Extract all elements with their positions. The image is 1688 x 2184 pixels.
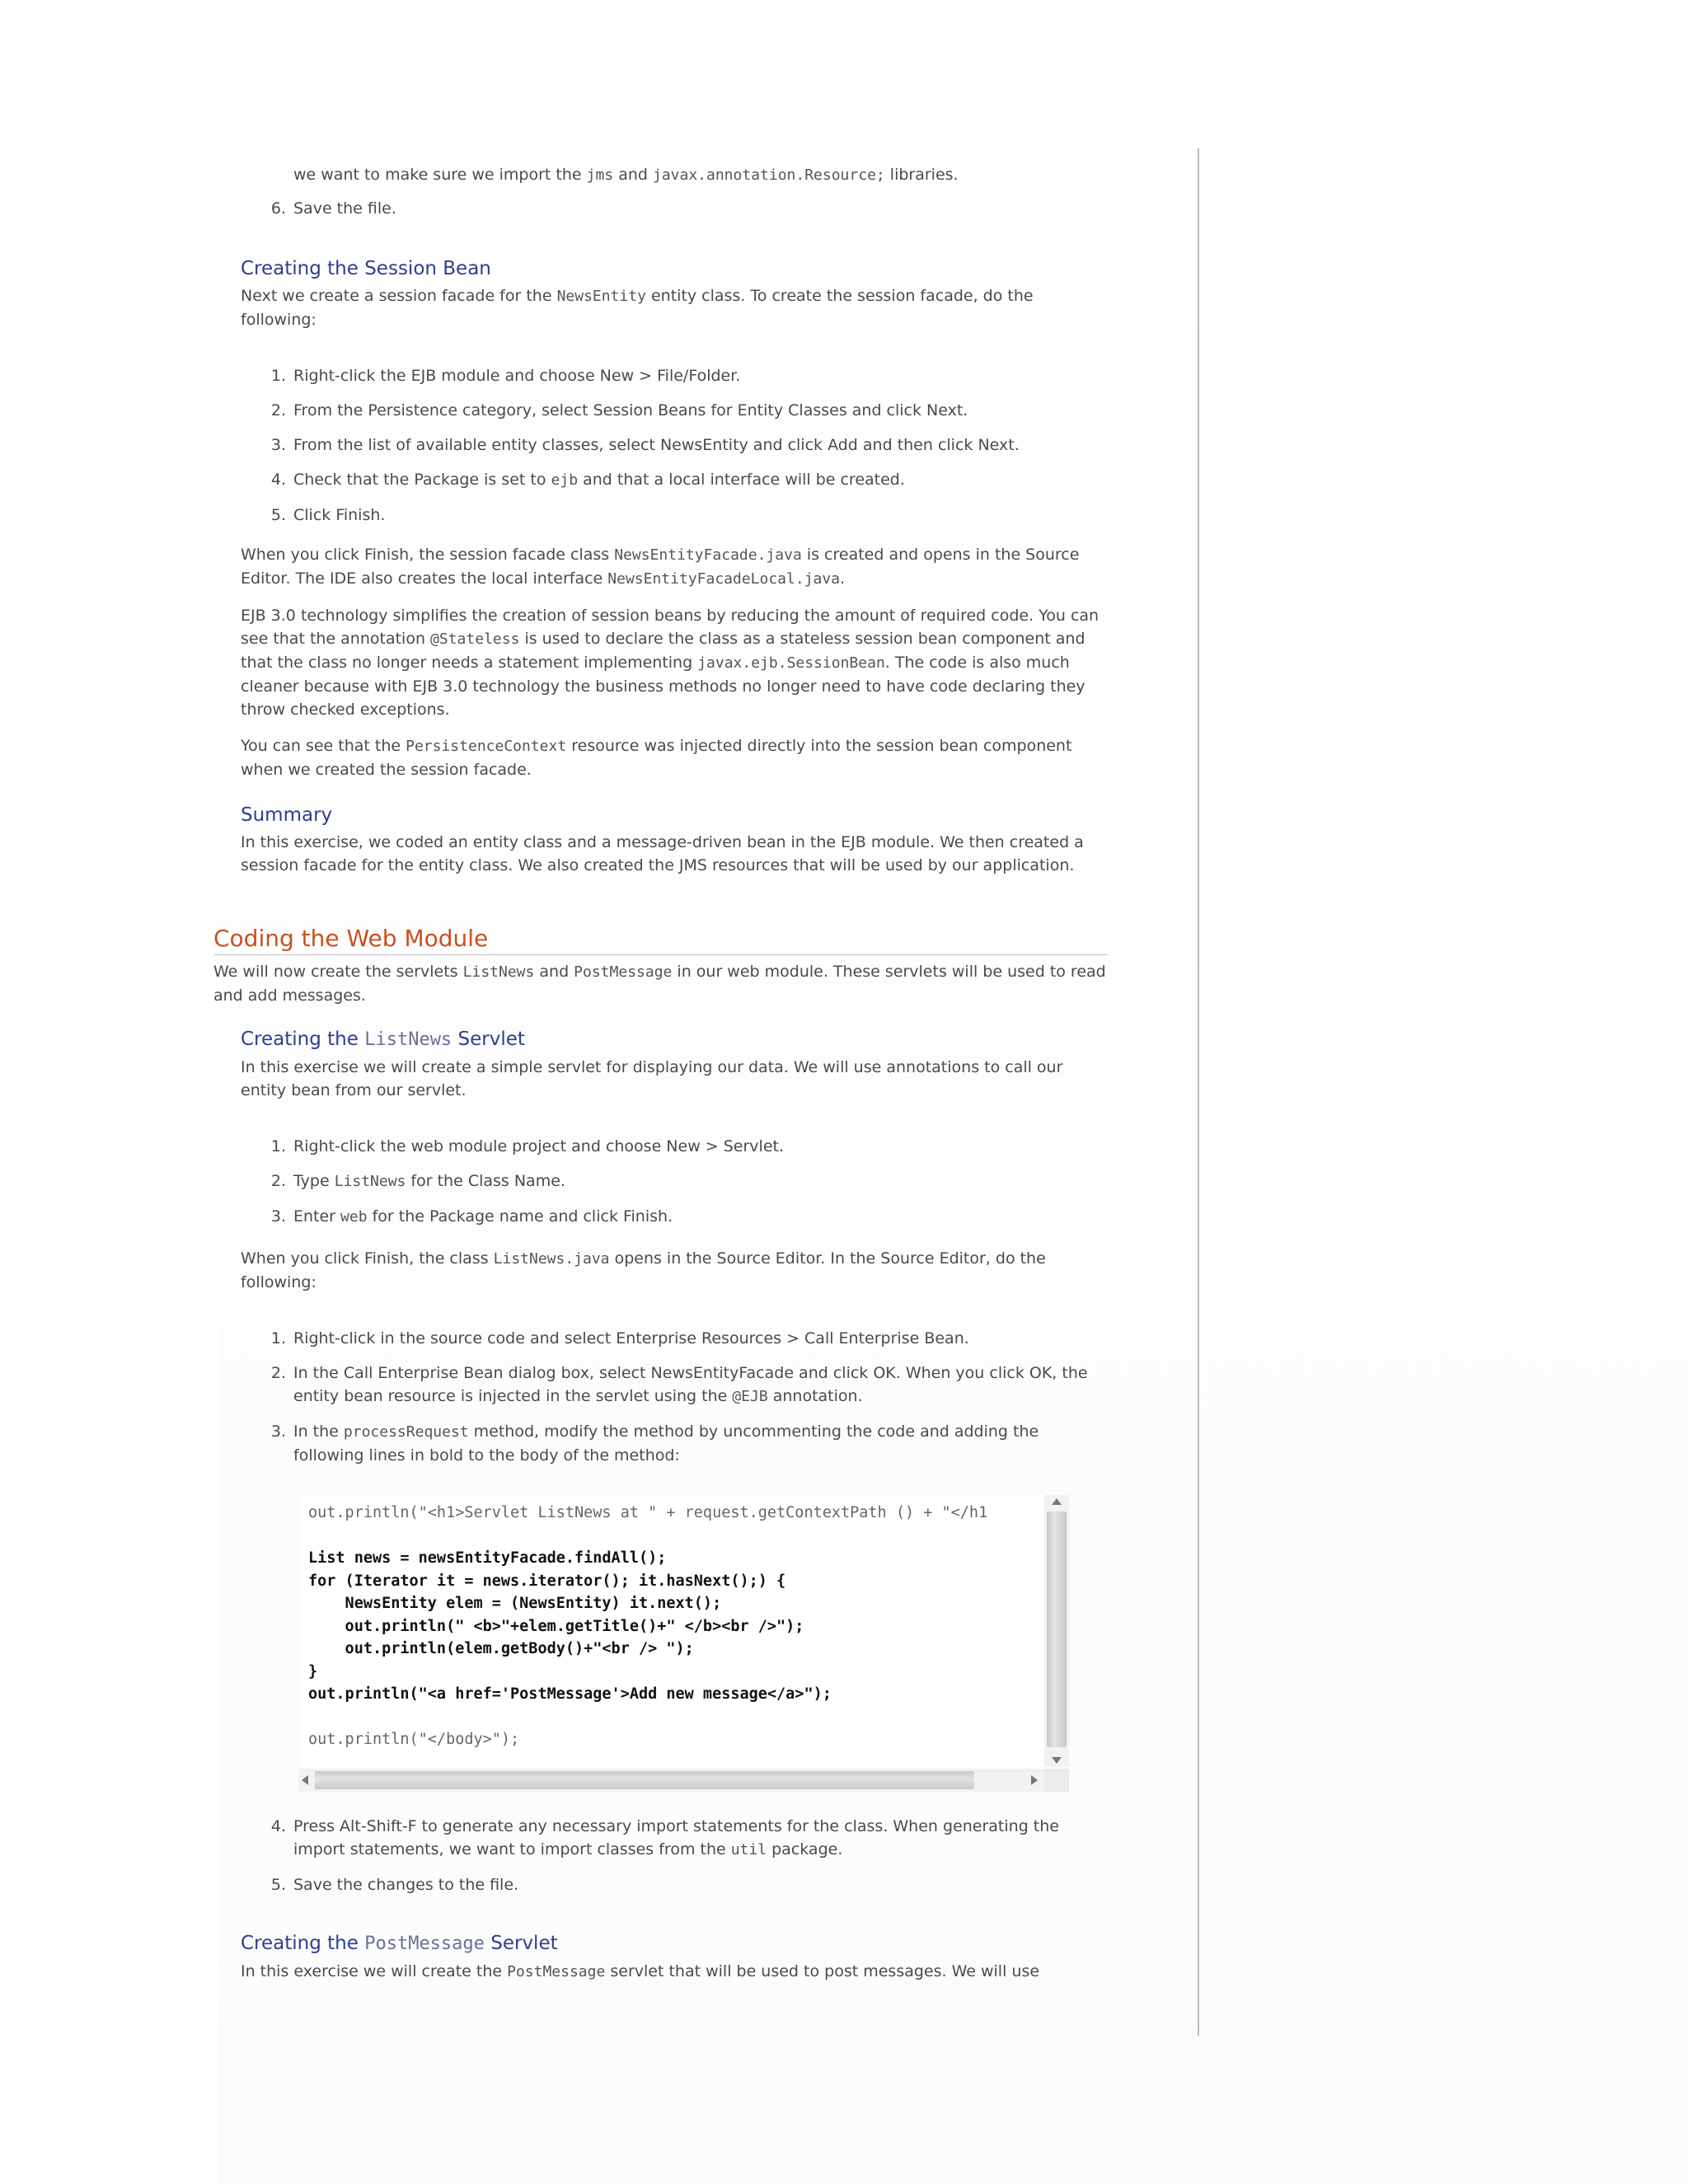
web-module-intro: We will now create the servlets ListNews and PostMessage in our web module. These servlets will be used to read and add messages. — [213, 963, 1106, 1005]
list-item: 4. Press Alt-Shift-F to generate any necessary import statements for the class. When generating the import statements, we want to import classes from the util package. — [270, 1817, 1059, 1858]
code-sample: out.println("<h1>Servlet ListNews at " + request.getContextPath () + "</h1 List news = newsEntityFacade.findAll(); for (Iterator it = news.iterator(); it.hasNext();) { NewsEntity elem = (NewsEntity) it.next(); out.println(" <b>"+elem.getTitle()+" </b><br />"); out.println(elem.getBody()+"<br /> "); } out.println("<a href='PostMessage'>Add new message</a>"); out.println("</body>"); — [308, 1504, 988, 1748]
list-item: 1. Right-click the EJB module and choose New > File/Folder. — [270, 367, 741, 385]
list-item: 1. Right-click the web module project and choose New > Servlet. — [270, 1137, 785, 1155]
session-bean-steps — [213, 364, 1108, 527]
horizontal-scrollbar[interactable] — [298, 1769, 1044, 1792]
vertical-scrollbar[interactable] — [1044, 1495, 1069, 1767]
postmessage-intro: In this exercise we will create the PostMessage servlet that will be used to post messages. We will use — [241, 1962, 1040, 1980]
summary-heading: Summary — [241, 804, 333, 826]
list-item: 6. Save the file. — [270, 199, 396, 218]
session-bean-paragraph-1: When you click Finish, the session facade class NewsEntityFacade.java is created and opens in the Source Editor. The IDE also creates the local interface NewsEntityFacadeLocal.java. — [241, 546, 1080, 588]
horizontal-scroll-thumb[interactable] — [315, 1771, 974, 1789]
scroll-up-arrow-icon[interactable] — [1052, 1498, 1062, 1505]
intro-paragraph: we want to make sure we import the jms and javax.annotation.Resource; libraries. — [293, 166, 959, 184]
scroll-right-arrow-icon[interactable] — [1031, 1775, 1038, 1785]
intro-steps — [213, 197, 1108, 220]
list-item: 1. Right-click in the source code and select Enterprise Resources > Call Enterprise Bean. — [270, 1329, 969, 1347]
web-module-heading: Coding the Web Module — [213, 925, 1108, 955]
listnews-steps — [213, 1135, 1108, 1229]
session-bean-paragraph-3: You can see that the PersistenceContext resource was injected directly into the session bean component when we created the session facade. — [241, 737, 1072, 779]
list-item: 2. In the Call Enterprise Bean dialog box, select NewsEntityFacade and click OK. When you click OK, the entity bean resource is injected in the servlet using the @EJB annotation. — [270, 1364, 1088, 1405]
list-item: 3. In the processRequest method, modify the method by uncommenting the code and adding the following lines in bold to the body of the method: — [270, 1422, 1039, 1465]
listnews-editor-steps — [213, 1327, 1108, 1467]
summary-text: In this exercise, we coded an entity class and a message-driven bean in the EJB module. We then created a session facade for the entity class. We also created the JMS resources that will be used by our application. — [241, 833, 1084, 874]
session-bean-paragraph-2: EJB 3.0 technology simplifies the creation of session beans by reducing the amount of required code. You can see that the annotation @Stateless is used to declare the class as a stateless session bean component and that the class no longer needs a statement implementing javax.ejb.SessionBean. The code is also much cleaner because with EJB 3.0 technology the business methods no longer need to have code declaring they throw checked exceptions. — [241, 607, 1100, 719]
scroll-left-arrow-icon[interactable] — [302, 1775, 308, 1785]
listnews-final-steps — [213, 1815, 1108, 1896]
document-content — [213, 163, 1108, 1997]
postmessage-heading: Creating the PostMessage Servlet — [241, 1933, 558, 1954]
vertical-scroll-thumb[interactable] — [1047, 1511, 1067, 1747]
session-bean-heading: Creating the Session Bean — [241, 258, 491, 279]
list-item: 5. Save the changes to the file. — [270, 1876, 519, 1894]
list-item: 3. Enter web for the Package name and click Finish. — [270, 1207, 673, 1226]
listnews-paragraph: When you click Finish, the class ListNews.java opens in the Source Editor. In the Source Editor, do the following: — [241, 1249, 1046, 1291]
code-sample-box — [298, 1495, 1069, 1792]
listnews-intro: In this exercise we will create a simple servlet for displaying our data. We will use annotations to call our entity bean from our servlet. — [241, 1058, 1063, 1099]
vertical-divider — [1198, 148, 1199, 2036]
list-item: 2. Type ListNews for the Class Name. — [270, 1172, 565, 1190]
list-item: 5. Click Finish. — [270, 506, 386, 524]
scrollbar-corner — [1044, 1769, 1069, 1792]
list-item: 2. From the Persistence category, select Session Beans for Entity Classes and click Next. — [270, 401, 968, 419]
scroll-down-arrow-icon[interactable] — [1052, 1757, 1062, 1764]
list-item: 4. Check that the Package is set to ejb and that a local interface will be created. — [270, 471, 905, 489]
session-bean-intro: Next we create a session facade for the NewsEntity entity class. To create the session facade, do the following: — [241, 287, 1034, 329]
list-item: 3. From the list of available entity classes, select NewsEntity and click Add and then click Next. — [270, 436, 1020, 454]
listnews-heading: Creating the ListNews Servlet — [241, 1029, 525, 1050]
